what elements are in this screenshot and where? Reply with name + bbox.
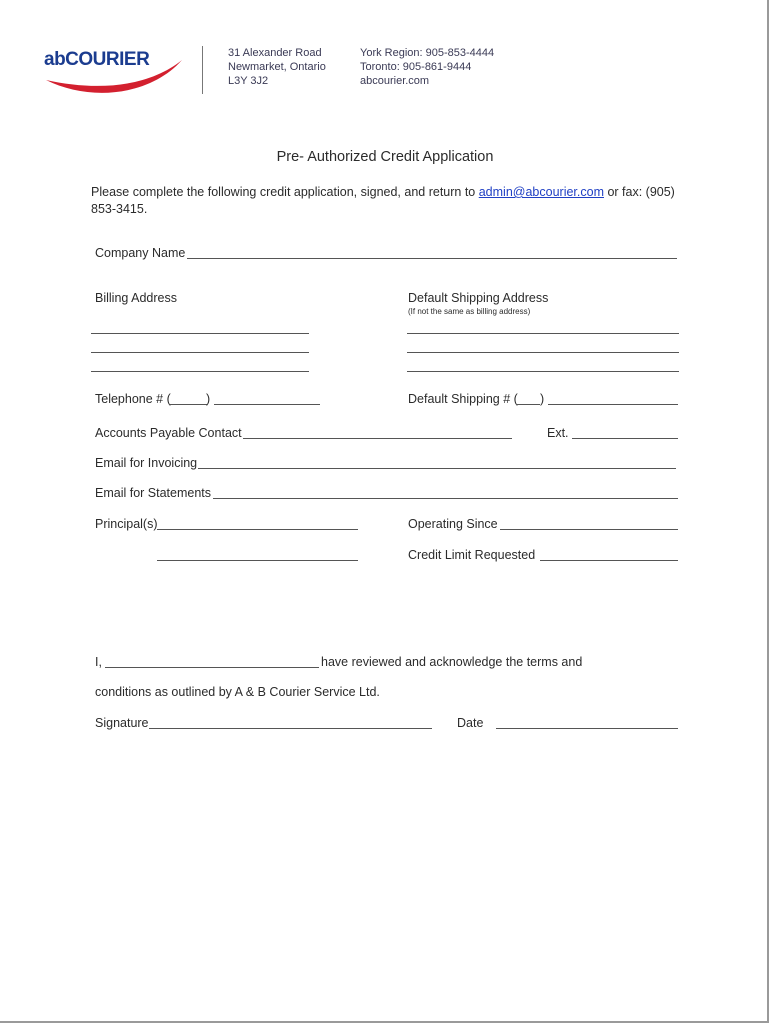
- accounts-payable-label: Accounts Payable Contact: [95, 426, 242, 440]
- credit-limit-field[interactable]: [540, 560, 678, 561]
- contact-block: [360, 46, 494, 88]
- shipping-address-note: (If not the same as billing address): [408, 307, 531, 316]
- billing-address-label: Billing Address: [95, 291, 177, 305]
- operating-since-field[interactable]: [500, 529, 678, 530]
- address-block: [228, 46, 326, 88]
- contact-line: abcourier.com: [360, 75, 430, 87]
- date-field[interactable]: [496, 728, 678, 729]
- email-invoicing-label: Email for Invoicing: [95, 456, 198, 470]
- address-line: 31 Alexander Road: [228, 47, 322, 59]
- principals-label: Principal(s): [95, 517, 158, 531]
- intro-after: or fax: (905): [603, 185, 675, 199]
- email-statements-field[interactable]: [213, 498, 678, 499]
- principals-field-2[interactable]: [157, 560, 358, 561]
- logo-text: abCOURIER: [44, 49, 150, 70]
- credit-limit-label: Credit Limit Requested: [408, 548, 536, 562]
- shipping-address-label: Default Shipping Address: [408, 291, 549, 305]
- acknowledge-i: I,: [95, 655, 102, 669]
- intro-text: [91, 185, 675, 199]
- email-invoicing-field[interactable]: [198, 468, 676, 469]
- telephone-label: Telephone # (: [95, 392, 171, 406]
- intro-before: Please complete the following credit application, signed, and return to: [91, 185, 479, 199]
- operating-since-label: Operating Since: [408, 517, 498, 531]
- date-label: Date: [457, 716, 484, 730]
- signature-label: Signature: [95, 716, 149, 730]
- company-name-label: Company Name: [95, 246, 186, 260]
- telephone-number-field[interactable]: [214, 404, 320, 405]
- address-line: L3Y 3J2: [228, 75, 269, 87]
- default-shipping-number-field[interactable]: [548, 404, 678, 405]
- email-statements-label: Email for Statements: [95, 486, 212, 500]
- telephone-area-code-field[interactable]: [170, 404, 207, 405]
- principals-field-1[interactable]: [157, 529, 358, 530]
- shipping-address-line-3[interactable]: [407, 371, 679, 372]
- billing-address-line-3[interactable]: [91, 371, 309, 372]
- billing-address-line-1[interactable]: [91, 333, 309, 334]
- contact-line: York Region: 905-853-4444: [360, 47, 495, 59]
- acknowledge-name-field[interactable]: [105, 667, 319, 668]
- acknowledge-text-2: conditions as outlined by A & B Courier Service Ltd.: [95, 685, 380, 699]
- shipping-address-line-1[interactable]: [407, 333, 679, 334]
- shipping-address-line-2[interactable]: [407, 352, 679, 353]
- ext-label: Ext.: [547, 426, 569, 440]
- address-line: Newmarket, Ontario: [228, 61, 326, 73]
- intro-line2: 853-3415.: [91, 202, 148, 216]
- billing-address-line-2[interactable]: [91, 352, 309, 353]
- email-link[interactable]: admin@abcourier.com: [478, 185, 604, 199]
- signature-field[interactable]: [149, 728, 432, 729]
- contact-line: Toronto: 905-861-9444: [360, 61, 472, 73]
- header-divider: [202, 46, 203, 94]
- telephone-close: ): [206, 392, 211, 406]
- acknowledge-text-1: have reviewed and acknowledge the terms and: [321, 655, 583, 669]
- ext-field[interactable]: [572, 438, 678, 439]
- page-title: Pre- Authorized Credit Application: [276, 149, 494, 165]
- default-shipping-no-label: Default Shipping # (: [408, 392, 518, 406]
- default-shipping-code-field[interactable]: [516, 404, 540, 405]
- default-shipping-close: ): [540, 392, 545, 406]
- company-name-field[interactable]: [187, 258, 677, 259]
- accounts-payable-field[interactable]: [243, 438, 512, 439]
- company-logo: [40, 40, 185, 98]
